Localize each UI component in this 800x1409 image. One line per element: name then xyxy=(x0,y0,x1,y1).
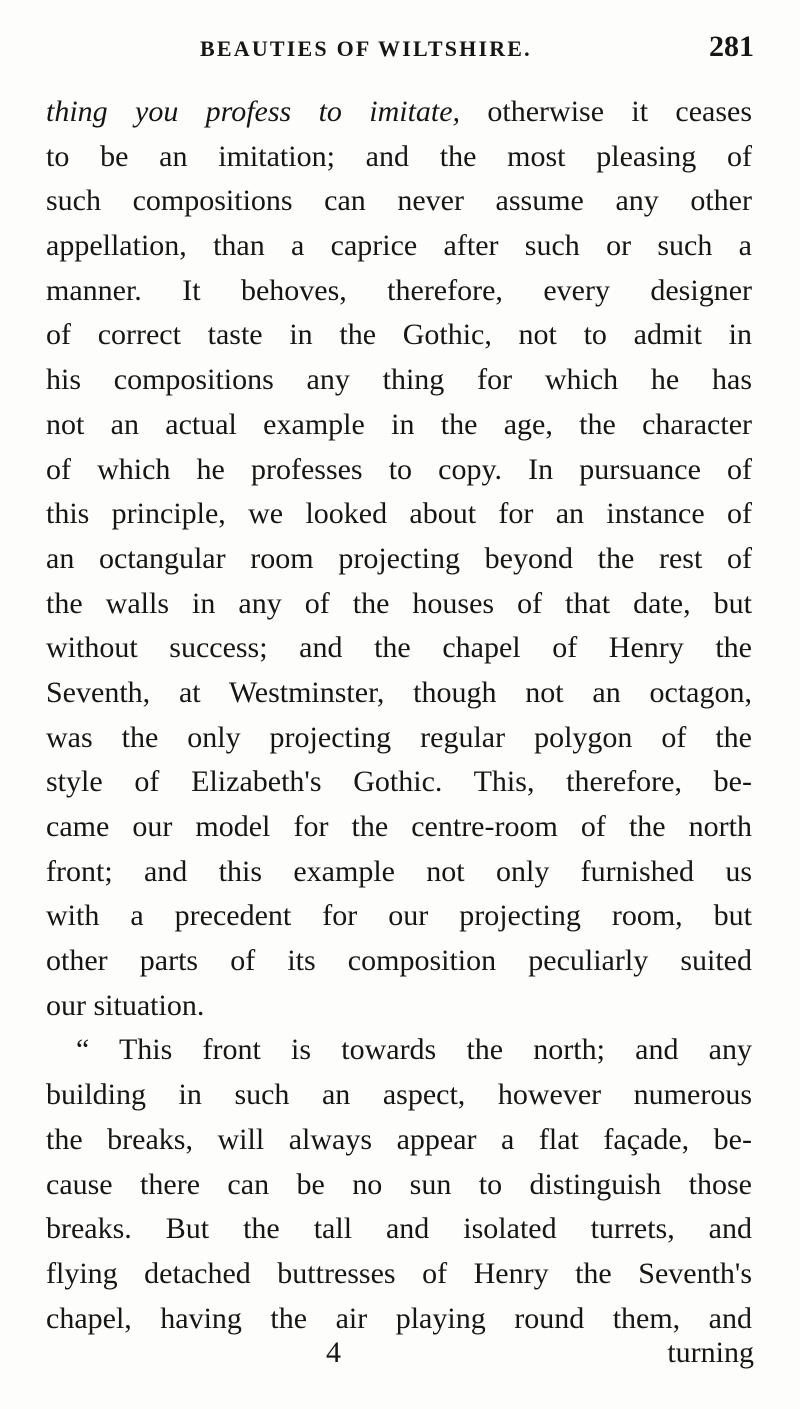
text-line: came our model for the centre-room of the north xyxy=(46,810,752,843)
text-line: cause there can be no sun to distinguish those xyxy=(46,1167,752,1201)
running-head: BEAUTIES OF WILTSHIRE. xyxy=(200,36,532,61)
text-line: to be an imitation; and the most pleasing of xyxy=(46,139,752,173)
page-header xyxy=(44,30,754,70)
text-line: of correct taste in the Gothic, not to admit in xyxy=(46,318,752,352)
text-line: front; and this example not only furnished us xyxy=(46,854,752,888)
text-line: chapel, having the air playing round them, and xyxy=(46,1301,752,1335)
text-line: the walls in any of the houses of that date, but xyxy=(46,586,752,620)
signature-mark: 4 xyxy=(326,1336,341,1369)
page-footer xyxy=(46,1336,754,1380)
text-line-rest: otherwise it ceases xyxy=(460,95,752,128)
text-line: this principle, we looked about for an instance of xyxy=(46,497,752,531)
italic-phrase: thing you profess to imitate, xyxy=(46,95,461,128)
text-line: Seventh, at Westminster, though not an octagon, xyxy=(46,675,752,709)
text-line: his compositions any thing for which he has xyxy=(46,363,752,397)
text-line: style of Elizabeth's Gothic. This, therefore, be- xyxy=(46,765,752,799)
text-line: flying detached buttresses of Henry the Seventh's xyxy=(46,1256,752,1290)
text-line: of which he professes to copy. In pursuance of xyxy=(46,452,752,486)
text-line: was the only projecting regular polygon of the xyxy=(46,720,752,754)
text-line: the breaks, will always appear a flat façade, be- xyxy=(46,1122,752,1156)
text-line: not an actual example in the age, the character xyxy=(46,407,752,441)
text-line-paragraph-end: our situation. xyxy=(46,988,205,1022)
text-line: manner. It behoves, therefore, every designer xyxy=(46,273,752,307)
page-number: 281 xyxy=(709,30,754,63)
text-line xyxy=(46,90,752,135)
body-text xyxy=(46,90,752,1341)
text-line-paragraph-start: “ This front is towards the north; and any xyxy=(76,1033,752,1067)
catchword: turning xyxy=(667,1336,754,1369)
text-line: breaks. But the tall and isolated turrets, and xyxy=(46,1212,752,1246)
text-line: other parts of its composition peculiarly suited xyxy=(46,944,752,978)
text-line: without success; and the chapel of Henry the xyxy=(46,631,752,665)
text-line: with a precedent for our projecting room, but xyxy=(46,899,752,933)
text-line: such compositions can never assume any other xyxy=(46,184,752,218)
text-line: an octangular room projecting beyond the rest of xyxy=(46,541,752,575)
text-line: building in such an aspect, however numerous xyxy=(46,1078,752,1112)
text-line: appellation, than a caprice after such or such a xyxy=(46,229,752,263)
